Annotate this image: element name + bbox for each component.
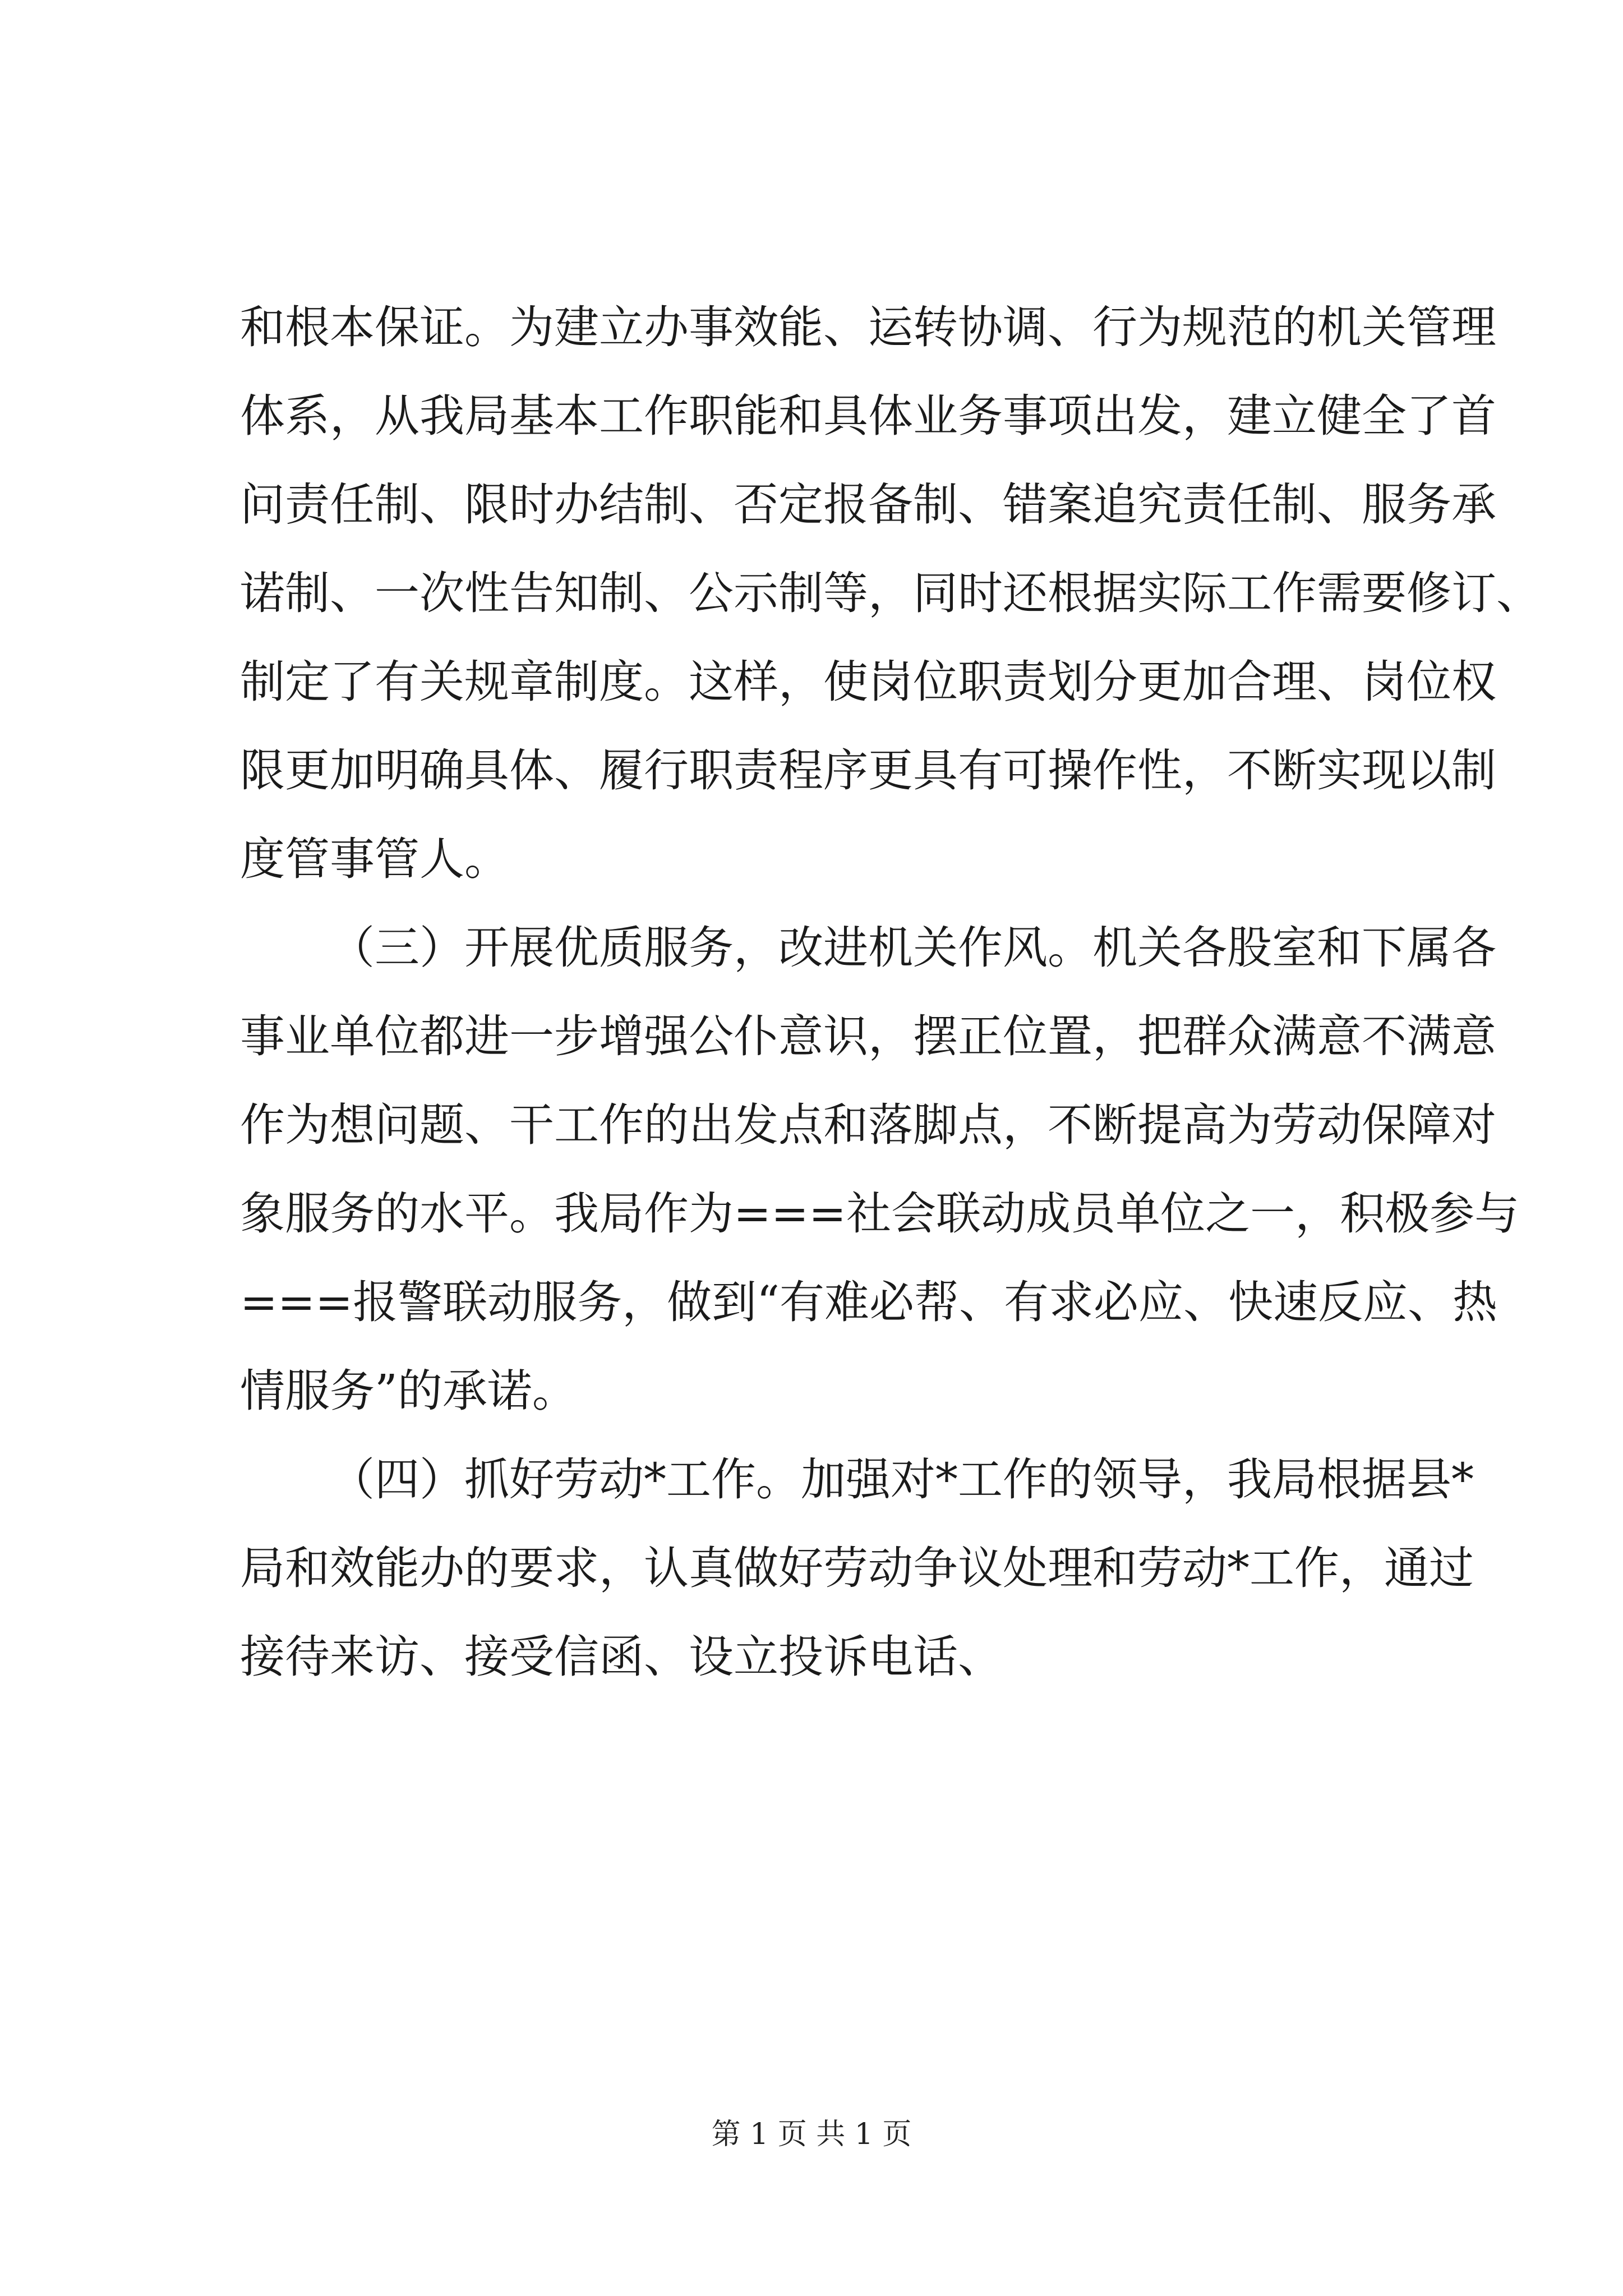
paragraph-line: 制定了有关规章制度。这样，使岗位职责划分更加合理、岗位权 xyxy=(240,656,1496,708)
paragraph-line: 接待来访、接受信函、设立投诉电话、 xyxy=(240,1631,1003,1683)
paragraph-line: 情服务”的承诺。 xyxy=(240,1365,577,1417)
paragraph-line: 作为想问题、干工作的出发点和落脚点，不断提高为劳动保障对 xyxy=(240,1099,1496,1151)
document-body xyxy=(240,292,1541,1710)
paragraph-line: 体系，从我局基本工作职能和具体业务事项出发，建立健全了首 xyxy=(240,390,1496,442)
section-heading-line: （四）抓好劳动*工作。加强对*工作的领导，我局根据县* xyxy=(330,1453,1474,1506)
paragraph-line: 象服务的水平。我局作为===社会联动成员单位之一，积极参与 xyxy=(240,1188,1520,1240)
page-number-footer: 第 1 页 共 1 页 xyxy=(711,2118,912,2151)
section-heading-line: （三）开展优质服务，改进机关作风。机关各股室和下属各 xyxy=(330,922,1496,974)
paragraph-line: 问责任制、限时办结制、否定报备制、错案追究责任制、服务承 xyxy=(240,478,1496,531)
paragraph-line: 限更加明确具体、履行职责程序更具有可操作性，不断实现以制 xyxy=(240,744,1496,797)
paragraph-line: 事业单位都进一步增强公仆意识，摆正位置，把群众满意不满意 xyxy=(240,1010,1496,1062)
paragraph-line: 局和效能办的要求，认真做好劳动争议处理和劳动*工作，通过 xyxy=(240,1542,1474,1594)
paragraph-line: 和根本保证。为建立办事效能、运转协调、行为规范的机关管理 xyxy=(240,301,1496,353)
paragraph-line: 诺制、一次性告知制、公示制等，同时还根据实际工作需要修订、 xyxy=(240,567,1541,619)
paragraph-line: ===报警联动服务，做到“有难必帮、有求必应、快速反应、热 xyxy=(240,1276,1497,1328)
paragraph-line: 度管事管人。 xyxy=(240,833,509,885)
